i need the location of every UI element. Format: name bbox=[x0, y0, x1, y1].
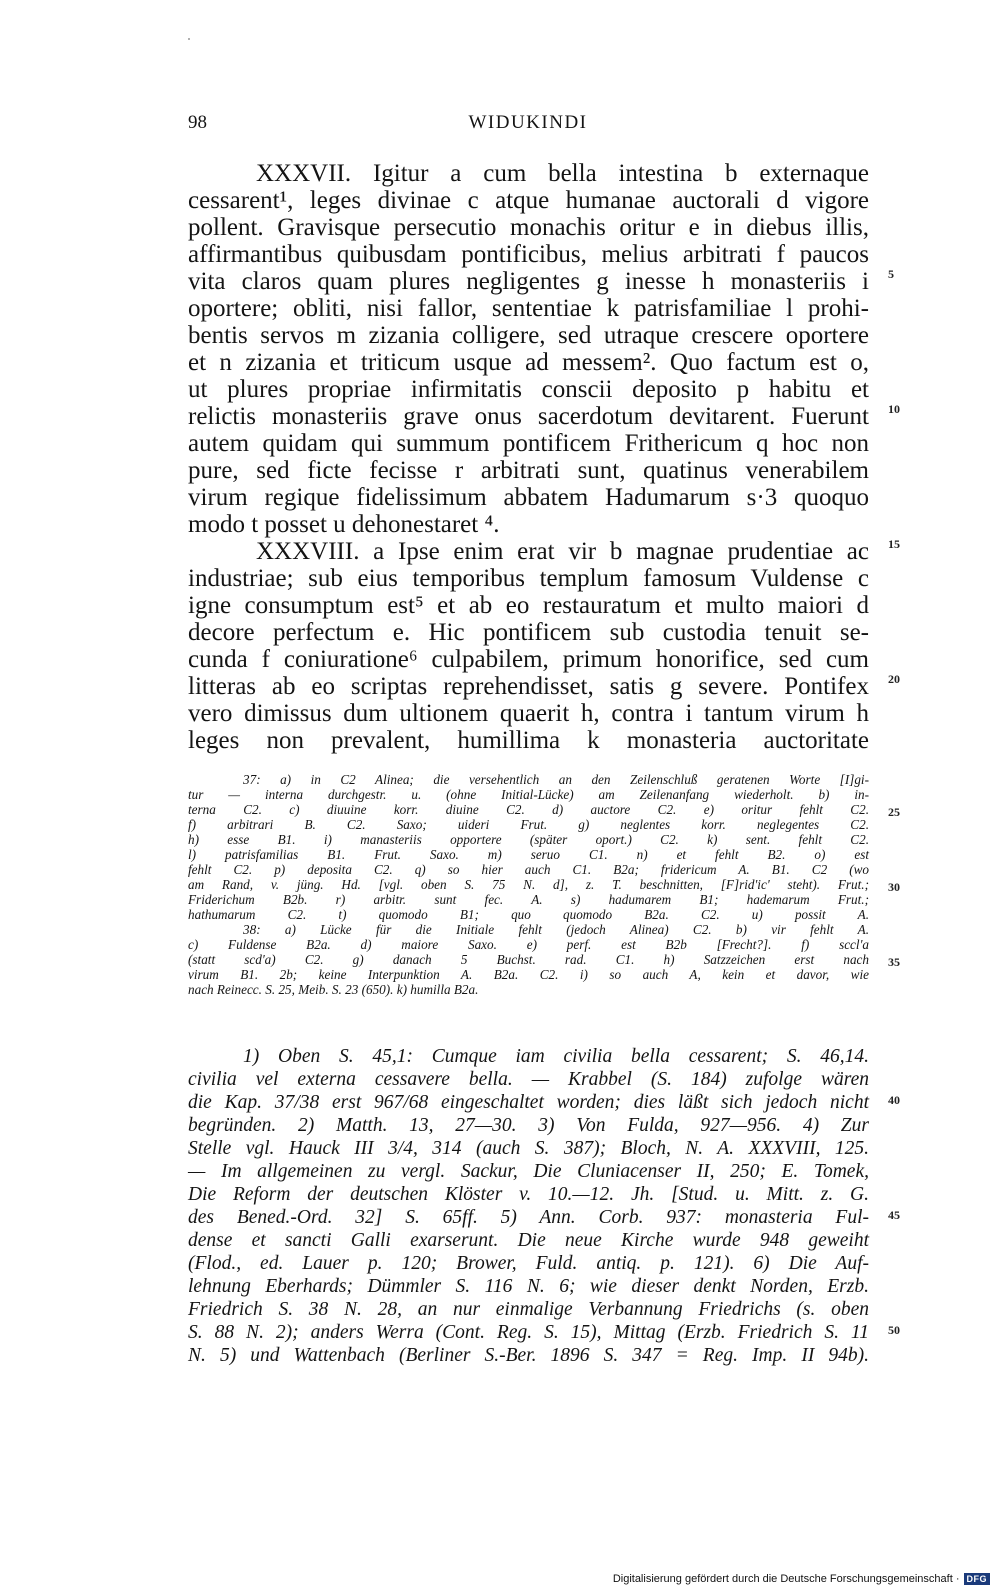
main-line: relictis monasteriis grave onus sacerdotum devitarent. Fuerunt bbox=[188, 403, 869, 430]
main-line: XXXVII. Igitur a cum bella intestina b externaque bbox=[256, 160, 869, 187]
page-number: 98 bbox=[188, 112, 207, 133]
main-line: decore perfectum e. Hic pontificem sub custodia tenuit se- bbox=[188, 619, 869, 646]
main-line: autem quidam qui summum pontificem Frithericum q hoc non bbox=[188, 430, 869, 457]
footnote-line: N. 5) und Wattenbach (Berliner S.-Ber. 1896 S. 347 = Reg. Imp. II 94b). bbox=[188, 1345, 869, 1366]
main-line: leges non prevalent, humillima k monasteria auctoritate bbox=[188, 727, 869, 754]
footnote-line: dense et sancti Galli exarserunt. Die neue Kirche wurde 948 geweiht bbox=[188, 1230, 869, 1251]
footnote-line: 1) Oben S. 45,1: Cumque iam civilia bella cessarent; S. 46,14. bbox=[243, 1046, 869, 1067]
line-number: 35 bbox=[888, 955, 900, 969]
footnote-line: lehnung Eberhards; Dümmler S. 116 N. 6; wie dieser denkt Norden, Erzb. bbox=[188, 1276, 869, 1297]
footnote-line: — Im allgemeinen zu vergl. Sackur, Die Cluniacenser II, 250; E. Tomek, bbox=[188, 1161, 869, 1182]
main-line: affirmantibus quibusdam pontificibus, melius arbitrati f paucos bbox=[188, 241, 869, 268]
note-line: virum B1. 2b; keine Interpunktion A. B2a. C2. i) so auch A, kein et davor, wie bbox=[188, 967, 869, 982]
note-line: h) esse B1. i) manasteriis opportere (später oport.) C2. k) sent. fehlt C2. bbox=[188, 832, 869, 847]
footnote-line: die Kap. 37/38 erst 967/68 eingeschaltet worden; dies läßt sich jedoch nicht bbox=[188, 1092, 869, 1113]
line-number: 30 bbox=[888, 880, 900, 894]
footnote-line: begründen. 2) Matth. 13, 27—30. 3) Von Fulda, 927—956. 4) Zur bbox=[188, 1115, 869, 1136]
running-head: WIDUKINDI bbox=[468, 112, 588, 133]
main-line: vita claros quam plures negligentes g inesse h monasteriis i bbox=[188, 268, 869, 295]
line-number: 40 bbox=[888, 1093, 900, 1107]
main-line: pollent. Gravisque persecutio monachis oritur e in diebus illis, bbox=[188, 214, 869, 241]
main-line: cessarent¹, leges divinae c atque humanae auctorali d vigore bbox=[188, 187, 869, 214]
main-line: oportere; obliti, nisi fallor, sententiae k patrisfamiliae l prohi- bbox=[188, 295, 869, 322]
main-line: igne consumptum est⁵ et ab eo restauratum et multo maiori d bbox=[188, 592, 869, 619]
line-number: 5 bbox=[888, 267, 894, 281]
note-line: nach Reinecc. S. 25, Meib. S. 23 (650). k) humilla B2a. bbox=[188, 982, 479, 997]
footnote-line: des Bened.-Ord. 32] S. 65ff. 5) Ann. Corb. 937: monasteria Ful- bbox=[188, 1207, 869, 1228]
note-line: fehlt C2. p) deposita C2. q) so hier auch C1. B2a; fridericum A. B1. C2 (wo bbox=[188, 862, 869, 877]
main-line: bentis servos m zizania colligere, sed utraque crescere oportere bbox=[188, 322, 869, 349]
footnote-line: Stelle vgl. Hauck III 3/4, 314 (auch S. 387); Bloch, N. A. XXXVIII, 125. bbox=[188, 1138, 869, 1159]
main-line: pure, sed ficte fecisse r arbitrati sunt, quatinus venerabilem bbox=[188, 457, 869, 484]
footnote-line: S. 88 N. 2); anders Werra (Cont. Reg. S. 15), Mittag (Erzb. Friedrich S. 11 bbox=[188, 1322, 869, 1343]
note-line: l) patrisfamilias B1. Frut. Saxo. m) seruo C1. n) et fehlt B2. o) est bbox=[188, 847, 869, 862]
dfg-logo-icon: DFG bbox=[964, 1573, 991, 1585]
footnote-line: Friedrich S. 38 N. 28, an nur einmalige Verbannung Friedrichs (s. oben bbox=[188, 1299, 869, 1320]
main-line: modo t posset u dehonestaret ⁴. bbox=[188, 511, 500, 538]
main-line: XXXVIII. a Ipse enim erat vir b magnae prudentiae ac bbox=[256, 538, 869, 565]
main-text bbox=[188, 160, 869, 780]
main-line: et n zizania et triticum usque ad messem². Quo factum est o, bbox=[188, 349, 869, 376]
main-line: virum regique fidelissimum abbatem Hadumarum s·3 quoquo bbox=[188, 484, 869, 511]
scan-speck bbox=[188, 38, 190, 40]
note-line: 37: a) in C2 Alinea; die versehentlich an den Zeilenschluß geratenen Worte [I]gi- bbox=[243, 772, 869, 787]
line-number: 20 bbox=[888, 672, 900, 686]
footnote-line: Die Reform der deutschen Klöster v. 10.—12. Jh. [Stud. u. Mitt. z. G. bbox=[188, 1184, 869, 1205]
line-number: 15 bbox=[888, 537, 900, 551]
note-line: f) arbitrari B. C2. Saxo; uideri Frut. g) neglentes korr. neglegentes C2. bbox=[188, 817, 869, 832]
note-line: tur — interna durchgestr. u. (ohne Initial-Lücke) am Zeilenanfang wiederholt. b) in- bbox=[188, 787, 869, 802]
line-number: 25 bbox=[888, 805, 900, 819]
line-number: 50 bbox=[888, 1323, 900, 1337]
page-header bbox=[188, 112, 868, 142]
credit-text: Digitalisierung gefördert durch die Deutsche Forschungsgemeinschaft · bbox=[612, 1573, 960, 1585]
note-line: Friderichum B2b. r) arbitr. sunt fec. A. s) hadumarem B1; hademarum Frut.; bbox=[188, 892, 869, 907]
main-line: cunda f coniuratione⁶ culpabilem, primum honorifice, sed cum bbox=[188, 646, 869, 673]
note-line: 38: a) Lücke für die Initiale fehlt (jedoch Alinea) C2. b) vir fehlt A. bbox=[243, 922, 869, 937]
line-number: 45 bbox=[888, 1208, 900, 1222]
footnotes bbox=[188, 1045, 869, 1375]
main-line: industriae; sub eius temporibus templum famosum Vuldense c bbox=[188, 565, 869, 592]
main-line: vero dimissus dum ultionem quaerit h, contra i tantum virum h bbox=[188, 700, 869, 727]
note-line: terna C2. c) diuuine korr. diuine C2. d) auctore C2. e) oritur fehlt C2. bbox=[188, 802, 869, 817]
note-line: (statt scd'a) C2. g) danach 5 Buchst. rad. C1. h) Satzzeichen erst nach bbox=[188, 952, 869, 967]
line-number: 10 bbox=[888, 402, 900, 416]
note-line: c) Fuldense B2a. d) maiore Saxo. e) perf. est B2b [Frecht?]. f) sccl'a bbox=[188, 937, 869, 952]
footnote-line: (Flod., ed. Lauer p. 120; Brower, Fuld. antiq. p. 121). 6) Die Auf- bbox=[188, 1253, 869, 1274]
main-line: ut plures propriae infirmitatis conscii deposito p habitu et bbox=[188, 376, 869, 403]
critical-apparatus bbox=[188, 772, 869, 1012]
note-line: am Rand, v. jüng. Hd. [vgl. oben S. 75 N. d], z. T. beschnitten, [F]rid'ic' steht). Frut.; bbox=[188, 877, 869, 892]
main-line: litteras ab eo scriptas reprehendisset, satis g severe. Pontifex bbox=[188, 673, 869, 700]
note-line: hathumarum C2. t) quomodo B1; quo quomodo B2a. C2. u) possit A. bbox=[188, 907, 869, 922]
digitization-credit bbox=[613, 1573, 990, 1585]
footnote-line: civilia vel externa cessavere bella. — Krabbel (S. 184) zufolge wären bbox=[188, 1069, 869, 1090]
